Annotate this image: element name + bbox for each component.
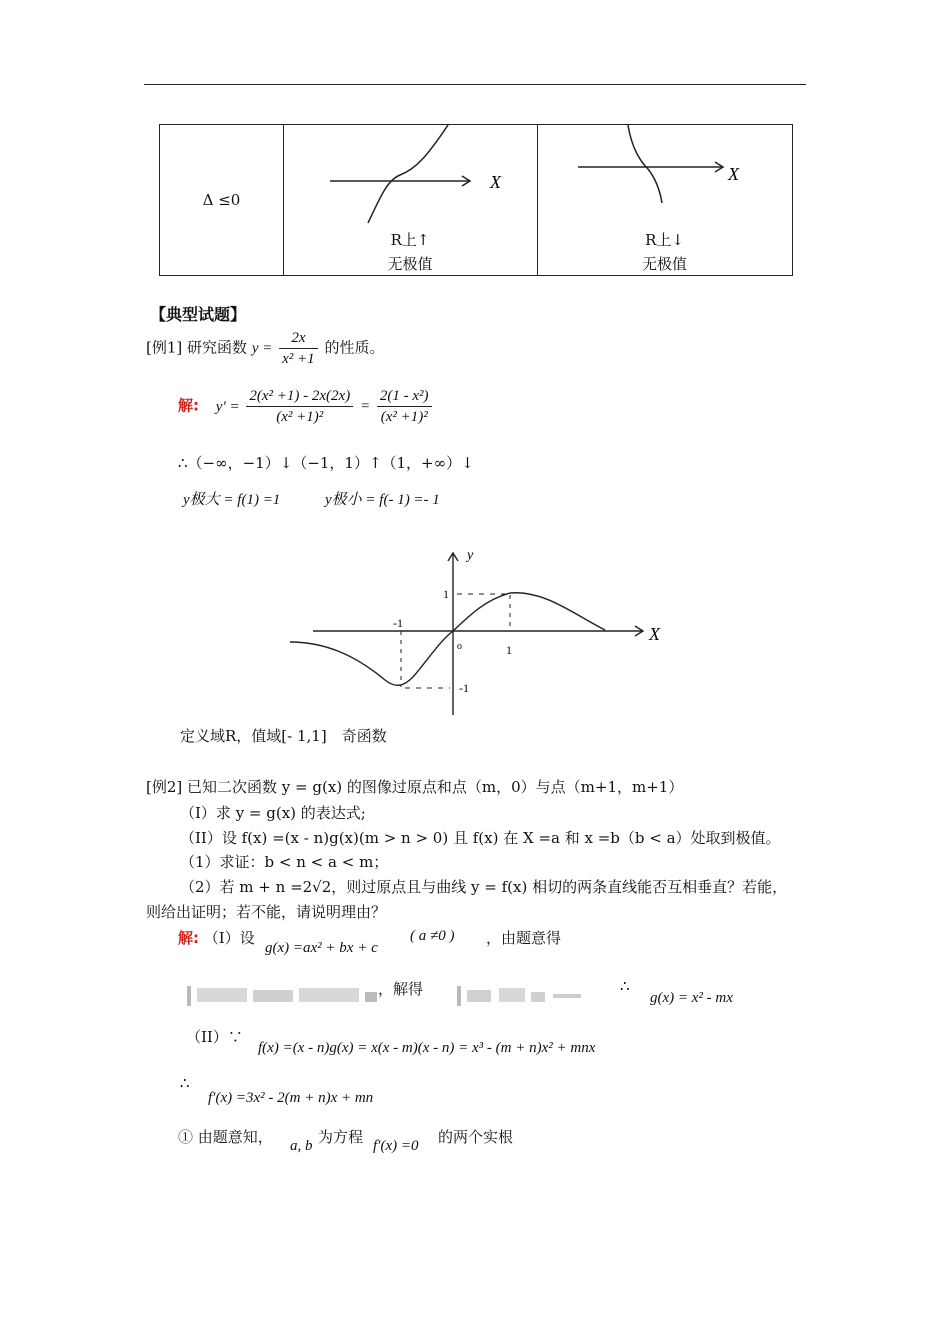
step1-ab: a, b [290, 1138, 313, 1154]
min-value: y极小 = f(- 1) =- 1 [325, 492, 440, 508]
fraction-numerator: 2(1 - x²) [377, 386, 432, 407]
example2-q2-part2a: （2）若 m + n =2√2，则过原点且与曲线 y = f(x) 相切的两条直线能否互相垂直？若能， [180, 878, 788, 896]
monotonicity-line: ∴（−∞，−1）↓（−1，1）↑（1，+∞）↓ [178, 454, 474, 472]
fraction-numerator: 2(x² +1) - 2x(2x) [246, 386, 353, 407]
example1-label: [例1] [146, 338, 183, 357]
x-axis-label: X [490, 172, 501, 192]
domain-range-line: 定义域R，值域[- 1,1] 奇函数 [180, 727, 387, 745]
section-title: 【典型试题】 [150, 305, 247, 324]
increasing-curve [368, 125, 448, 223]
delta-table [159, 124, 793, 276]
y-tick-1: 1 [443, 587, 449, 601]
solution-system-image [455, 984, 585, 1008]
gx-result: g(x) = x² - mx [650, 990, 733, 1006]
step1-text-c: 的两个实根 [438, 1128, 514, 1146]
y-axis-label: y [467, 548, 474, 563]
delta-condition: Δ ≤0 [202, 191, 241, 209]
a-nonzero-condition: ( a ≠0 ) [410, 928, 455, 944]
solution-1-after: ，由题意得 [486, 929, 562, 947]
example1-fraction [279, 328, 318, 369]
cell-decreasing-line2: 无极值 [641, 255, 687, 273]
function-curve [290, 593, 605, 686]
therefore-symbol: ∴ [180, 1074, 190, 1092]
x-tick-neg1: -1 [393, 616, 403, 630]
origin-label: o [457, 641, 462, 652]
solution-1-text: （I）设 [203, 929, 255, 947]
x-axis-label: X [728, 164, 739, 184]
gx-general-form: g(x) =ax² + bx + c [265, 940, 378, 956]
step1-equation: f′(x) =0 [373, 1138, 419, 1154]
step1-text: ① 由题意知， [178, 1128, 273, 1146]
example2-q1: （I）求 y = g(x) 的表达式; [180, 804, 366, 822]
decreasing-curve [628, 125, 662, 203]
derivative-fraction-1 [246, 386, 353, 427]
solution-label: 解: [178, 396, 199, 415]
example2-intro-text: 已知二次函数 y = g(x) 的图像过原点和点（m，0）与点（m+1，m+1） [187, 778, 684, 796]
f-prime-expression: f′(x) =3x² - 2(m + n)x + mn [208, 1090, 374, 1106]
example1-text-before: 研究函数 [187, 338, 248, 357]
cell-increasing-line1: R上↑ [390, 231, 430, 249]
example2-q2: （II）设 f(x) =(x - n)g(x)(m > n > 0) 且 f(x) 在 X =a 和 x =b（b < a）处取到极值。 [180, 829, 781, 847]
example2-q2-part2b: 则给出证明；若不能，请说明理由？ [146, 903, 387, 921]
example1-text-after: 的性质。 [324, 338, 385, 357]
equation-system-image [185, 982, 385, 1008]
derivative-fraction-2 [377, 386, 432, 427]
x-tick-1: 1 [506, 643, 512, 657]
increasing-curve-graph [320, 125, 510, 225]
example1-derivative [178, 386, 434, 427]
derivative-lhs: y′ = [215, 398, 240, 415]
solution-label: 解: [178, 929, 199, 947]
example2-label: [例2] [146, 778, 183, 796]
fraction-denominator: x² +1 [282, 351, 315, 367]
decreasing-curve-graph [578, 125, 768, 225]
fraction-denominator: (x² +1)² [276, 409, 324, 425]
equals-sign: = [359, 398, 371, 415]
example2-q2-part1: （1）求证：b < n < a < m； [180, 853, 389, 871]
fraction-denominator: (x² +1)² [380, 409, 428, 425]
max-value: y极大 = f(1) =1 [183, 492, 281, 508]
header-rule [144, 84, 806, 85]
step1-text-b: 为方程 [318, 1128, 364, 1146]
y-tick-neg1: -1 [459, 681, 469, 695]
function-graph [285, 545, 670, 720]
fx-expansion: f(x) =(x - n)g(x) = x(x - m)(x - n) = x³ - (m + n)x² + mnx [258, 1040, 596, 1056]
therefore-symbol: ∴ [620, 977, 630, 995]
example2-solution-1 [178, 927, 255, 948]
solution-2-label: （II）∵ [186, 1028, 243, 1046]
example1-y-eq: y = [251, 340, 273, 357]
solve-text: ，解得 [378, 980, 424, 998]
cell-increasing-line2: 无极值 [387, 255, 433, 273]
example1-statement [146, 328, 384, 369]
cell-decreasing-line1: R上↓ [645, 231, 684, 249]
x-axis-label: X [649, 624, 660, 644]
example2-intro [146, 776, 683, 797]
fraction-numerator: 2x [279, 328, 318, 349]
